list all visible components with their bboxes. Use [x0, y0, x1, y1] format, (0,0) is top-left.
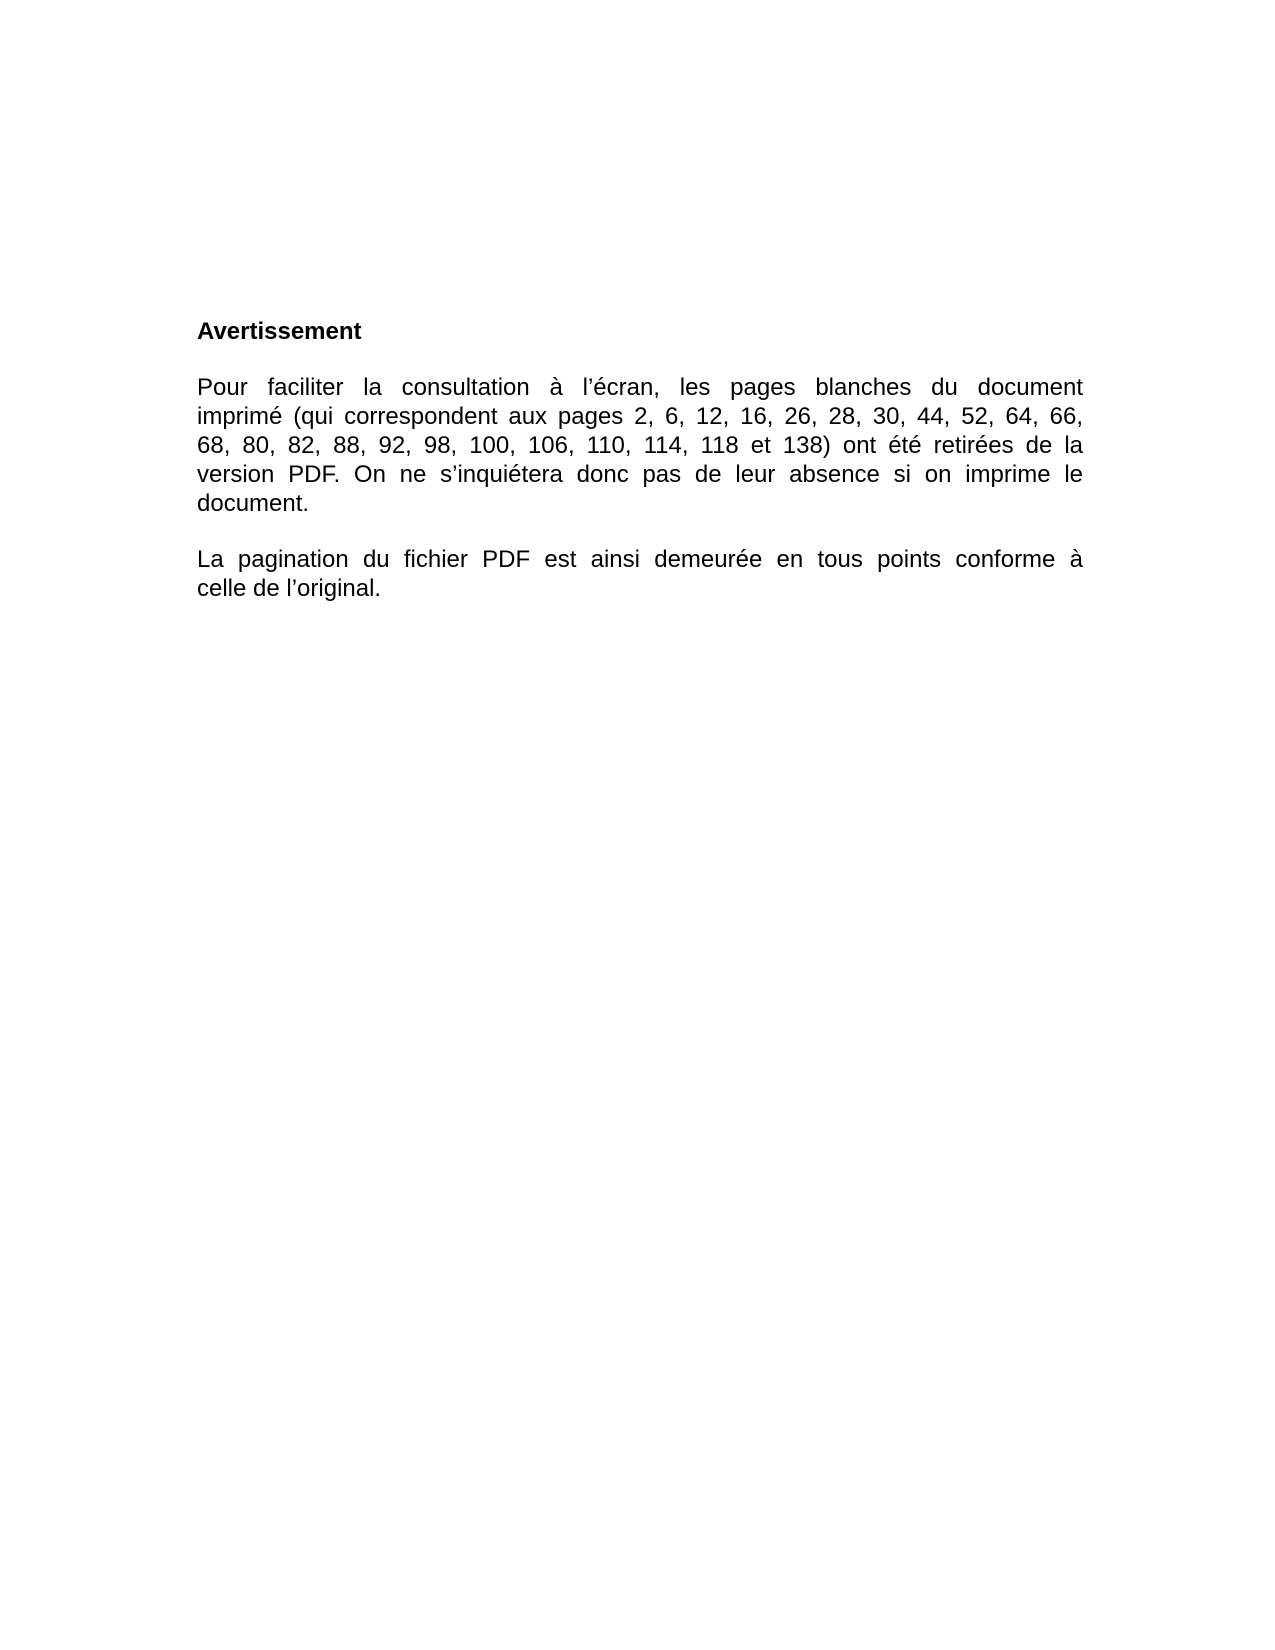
paragraph-1-line-3: 68, 80, 82, 88, 92, 98, 100, 106, 110, 114, 118 et 138) ont été retirées de la [197, 432, 1083, 459]
paragraph-2-line-2: celle de l’original. [197, 575, 382, 602]
paragraph-1-line-5: document. [197, 490, 310, 517]
paragraph-1-line-4: version PDF. On ne s’inquiétera donc pas de leur absence si on imprime le [197, 461, 1083, 488]
notice-block [197, 317, 1083, 630]
paragraph-2 [197, 545, 1083, 603]
notice-heading: Avertissement [197, 318, 362, 345]
paragraph-2-line-1: La pagination du fichier PDF est ainsi demeurée en tous points conforme à [197, 546, 1083, 573]
paragraph-1-line-1: Pour faciliter la consultation à l’écran, les pages blanches du document [197, 374, 1083, 401]
paragraph-1-line-2: imprimé (qui correspondent aux pages 2, 6, 12, 16, 26, 28, 30, 44, 52, 64, 66, [197, 403, 1083, 430]
paragraph-1 [197, 373, 1083, 518]
